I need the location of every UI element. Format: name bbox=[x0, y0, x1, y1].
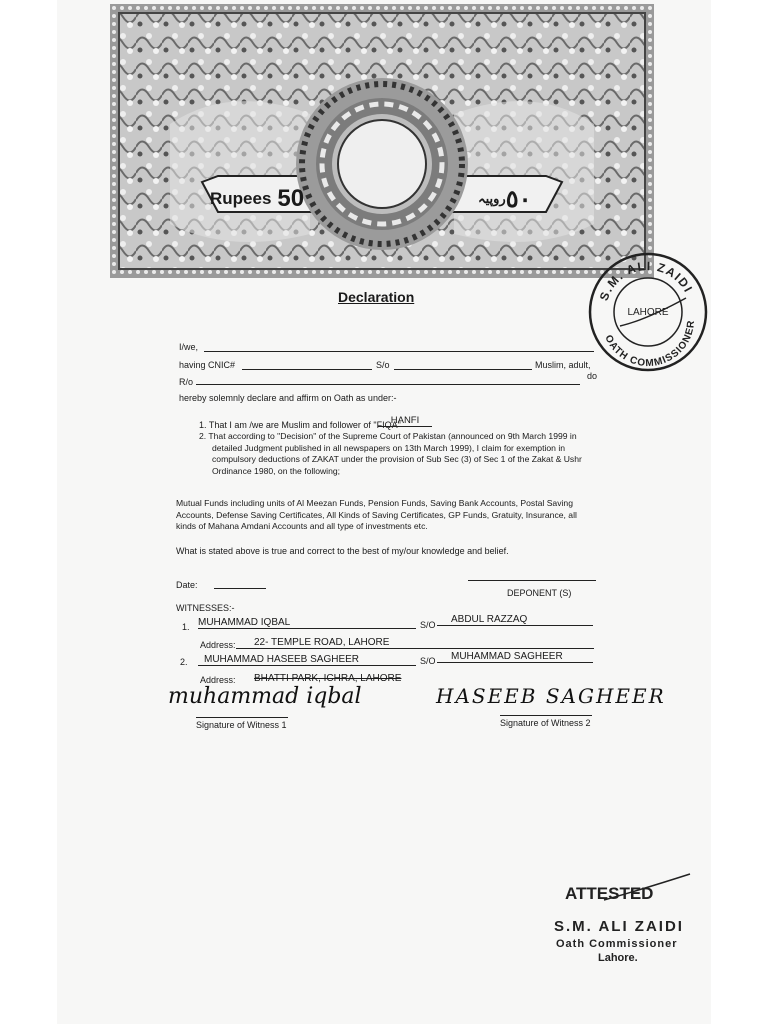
seal-bottom-text: OATH COMMISSIONER bbox=[602, 319, 698, 370]
witness-1-address-label: Address: bbox=[200, 640, 236, 650]
stamp-paper-header bbox=[110, 4, 654, 278]
witness-1-signature-label: Signature of Witness 1 bbox=[196, 720, 287, 730]
witness-2-father: MUHAMMAD SAGHEER bbox=[437, 651, 593, 663]
iwe-label: I/we, bbox=[179, 342, 199, 352]
mutual-funds-line-2: Accounts, Defense Saving Certificates, All Kinds of Saving Certificates, GP Funds, Gratuity, Insurance, all bbox=[176, 509, 577, 520]
witness-1-so-label: S/O bbox=[420, 620, 436, 630]
witness-1-signature: muhammad iqbal bbox=[168, 684, 362, 709]
deponent-signature-line[interactable] bbox=[468, 580, 596, 581]
witness-1-address: 22- TEMPLE ROAD, LAHORE bbox=[236, 637, 594, 649]
urdu-value: ٥٠ bbox=[505, 185, 532, 213]
urdu-word: روپیہ bbox=[478, 191, 506, 206]
attesting-officer-city: Lahore. bbox=[598, 952, 638, 964]
date-blank[interactable] bbox=[214, 588, 266, 589]
item-2-line-1: 2. That according to "Decision" of the Supreme Court of Pakistan (announced on 9th March 1999 in bbox=[199, 431, 577, 441]
mutual-funds-line-1: Mutual Funds including units of Al Meezan Funds, Pension Funds, Saving Bank Accounts, Postal Saving bbox=[176, 498, 573, 508]
so-label: S/o bbox=[376, 360, 390, 370]
residence-blank[interactable] bbox=[196, 384, 580, 385]
rupees-label bbox=[210, 179, 390, 219]
rupees-value: 50 bbox=[277, 185, 305, 212]
cnic-label: having CNIC# bbox=[179, 360, 236, 370]
true-statement: What is stated above is true and correct to the best of my/our knowledge and belief. bbox=[176, 546, 509, 556]
ro-label: R/o bbox=[179, 377, 194, 387]
witness-2-address-label: Address: bbox=[200, 675, 236, 685]
witness-2-number: 2. bbox=[180, 657, 188, 667]
witness-2-address: BHATTI PARK, ICHRA, LAHORE bbox=[254, 673, 402, 684]
do-label: do bbox=[587, 371, 598, 381]
oath-commissioner-seal bbox=[586, 250, 710, 374]
item-2-paragraph bbox=[199, 431, 619, 477]
witness-2-so-label: S/O bbox=[420, 656, 436, 666]
witnesses-label: WITNESSES:- bbox=[176, 603, 235, 613]
muslim-adult-label: Muslim, adult, bbox=[535, 360, 591, 370]
witness-2-name: MUHAMMAD HASEEB SAGHEER bbox=[198, 654, 416, 666]
father-blank[interactable] bbox=[394, 369, 532, 370]
mutual-funds-paragraph bbox=[176, 498, 616, 533]
deponent-label: DEPONENT (S) bbox=[507, 588, 572, 598]
rupees-urdu-label bbox=[470, 179, 570, 219]
witness-2-signature-line[interactable] bbox=[500, 715, 592, 716]
stamp-paper-ornament bbox=[110, 4, 654, 278]
attest-signature-stroke bbox=[600, 870, 696, 910]
witness-1-name: MUHAMMAD IQBAL bbox=[198, 617, 416, 629]
iwe-blank[interactable] bbox=[204, 351, 594, 352]
item-2-line-3: compulsory deductions of ZAKAT under the provision of Sub Sec (3) of Sec 1 of the Zakat & Ushr bbox=[212, 454, 582, 464]
witness-1-signature-line[interactable] bbox=[196, 717, 288, 718]
item-2-line-2: detailed Judgment published in all newspapers on 13th March 1999), I claim for exemption in bbox=[212, 442, 566, 453]
attested-stamp: ATTESTED bbox=[565, 884, 654, 903]
witness-1-number: 1. bbox=[182, 622, 190, 632]
seal-center-text: LAHORE bbox=[627, 307, 669, 318]
attesting-officer-title: Oath Commissioner bbox=[556, 938, 678, 950]
cnic-blank[interactable] bbox=[242, 369, 372, 370]
rupees-word: Rupees bbox=[210, 189, 272, 208]
declaration-title: Declaration bbox=[338, 289, 415, 305]
attesting-officer-name: S.M. ALI ZAIDI bbox=[554, 918, 684, 935]
witness-1-father: ABDUL RAZZAQ bbox=[437, 614, 593, 626]
witness-2-signature-label: Signature of Witness 2 bbox=[500, 718, 591, 728]
date-label: Date: bbox=[176, 580, 198, 590]
fiqa-value: HANFI bbox=[378, 415, 432, 427]
seal-top-text: S.M. ALI ZAIDI bbox=[596, 258, 696, 303]
hereby-statement: hereby solemnly declare and affirm on Oath as under:- bbox=[179, 393, 397, 403]
mutual-funds-line-3: kinds of Mahana Amdani Accounts and all type of investments etc. bbox=[176, 521, 428, 531]
item-1-text: 1. That I am /we are Muslim and follower of "FIQA" bbox=[199, 420, 401, 430]
item-2-line-4: Ordinance 1980, on the following; bbox=[212, 465, 341, 476]
witness-2-signature: HASEEB SAGHEER bbox=[436, 684, 666, 708]
